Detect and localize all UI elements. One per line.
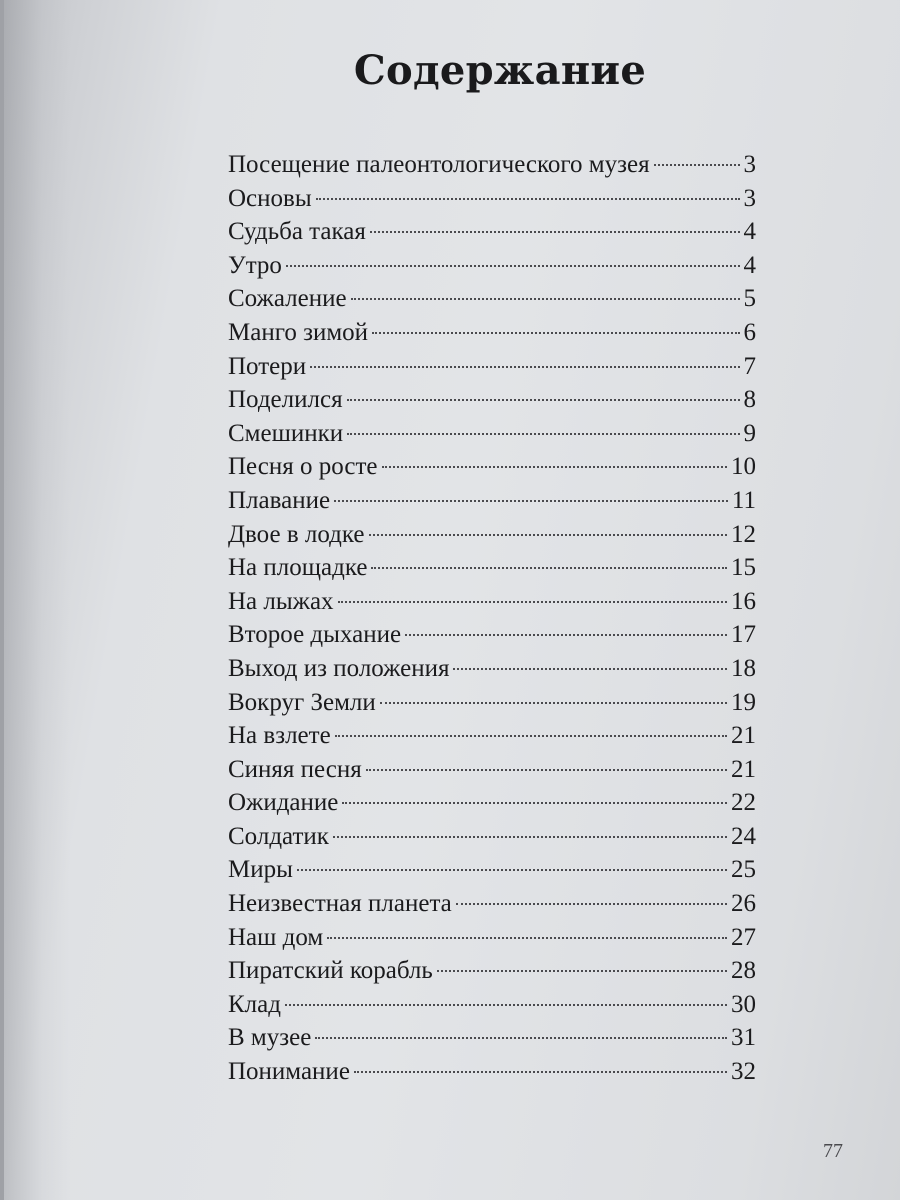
toc-entry-title: Вокруг Земли	[228, 688, 376, 716]
dot-leader	[335, 735, 727, 737]
toc-entry-page: 12	[731, 520, 756, 548]
toc-entry-title: Двое в лодке	[228, 520, 365, 548]
toc-entry-page: 28	[731, 957, 756, 985]
toc-entry-page: 11	[731, 486, 756, 514]
dot-leader	[351, 298, 740, 300]
toc-entry-page: 17	[731, 621, 756, 649]
toc-entry-title: Смешинки	[228, 419, 344, 447]
dot-leader	[369, 534, 728, 536]
dot-leader	[371, 567, 727, 569]
toc-entry-page: 30	[731, 990, 756, 1018]
toc-entry	[228, 383, 756, 417]
toc-entry	[228, 316, 756, 350]
dot-leader	[405, 634, 727, 636]
page-edge	[0, 0, 4, 1200]
toc-entry-page: 7	[743, 352, 756, 380]
toc-entry	[228, 282, 756, 316]
toc-entry-title: Потери	[228, 352, 307, 380]
toc-entry	[228, 921, 756, 955]
toc-entry	[228, 753, 756, 787]
dot-leader	[382, 466, 728, 468]
toc-entry-page: 21	[731, 722, 756, 750]
toc-entry-page: 4	[743, 218, 756, 246]
spine-shadow	[0, 0, 70, 1200]
toc-entry	[228, 954, 756, 988]
dot-leader	[654, 164, 740, 166]
toc-entry-title: Синяя песня	[228, 755, 362, 783]
dot-leader	[372, 332, 739, 334]
toc-entry	[228, 820, 756, 854]
toc-entry-page: 8	[743, 386, 756, 414]
toc-entry-title: Солдатик	[228, 822, 329, 850]
dot-leader	[286, 265, 740, 267]
toc-entry-page: 9	[743, 419, 756, 447]
toc-entry-page: 26	[731, 890, 756, 918]
toc-entry-page: 6	[743, 318, 756, 346]
toc-entry-page: 3	[743, 184, 756, 212]
toc-entry	[228, 450, 756, 484]
toc-entry	[228, 249, 756, 283]
toc-entry	[228, 484, 756, 518]
toc-entry	[228, 148, 756, 182]
toc-entry-page: 16	[731, 587, 756, 615]
toc-entry-title: На взлете	[228, 722, 331, 750]
toc-entry-title: Пиратский корабль	[228, 957, 433, 985]
dot-leader	[333, 836, 727, 838]
dot-leader	[453, 668, 727, 670]
toc-entry-title: Поделился	[228, 386, 343, 414]
dot-leader	[316, 198, 740, 200]
toc-entry-title: Плавание	[228, 486, 331, 514]
toc-entry-page: 3	[743, 151, 756, 178]
toc-entry-title: Понимание	[228, 1058, 350, 1086]
toc-entry-title: На площадке	[228, 554, 368, 582]
toc-entry-title: Наш дом	[228, 923, 324, 951]
toc-entry-page: 31	[731, 1024, 756, 1052]
toc-entry	[228, 988, 756, 1022]
dot-leader	[437, 970, 727, 972]
toc-entry-page: 18	[731, 654, 756, 682]
toc-entry	[228, 853, 756, 887]
toc-entry-title: Сожаление	[228, 285, 347, 313]
toc-entry	[228, 350, 756, 384]
table-of-contents	[228, 148, 756, 1089]
toc-entry-title: Посещение палеонтологического музея	[228, 151, 650, 178]
toc-entry	[228, 417, 756, 451]
toc-entry	[228, 518, 756, 552]
toc-entry	[228, 686, 756, 720]
toc-entry-title: Второе дыхание	[228, 621, 402, 649]
page-number: 77	[823, 1140, 843, 1162]
toc-entry-title: Клад	[228, 990, 281, 1018]
dot-leader	[347, 399, 740, 401]
toc-entry	[228, 652, 756, 686]
dot-leader	[297, 869, 727, 871]
toc-entry-title: Основы	[228, 184, 312, 212]
toc-entry-page: 25	[731, 856, 756, 884]
toc-entry-title: Выход из положения	[228, 654, 450, 682]
toc-entry-page: 10	[731, 453, 756, 481]
toc-entry	[228, 618, 756, 652]
toc-entry	[228, 182, 756, 216]
dot-leader	[310, 366, 739, 368]
toc-entry	[228, 1021, 756, 1055]
dot-leader	[347, 433, 739, 435]
toc-entry-title: Ожидание	[228, 789, 339, 817]
dot-leader	[334, 500, 728, 502]
dot-leader	[285, 1004, 727, 1006]
dot-leader	[370, 231, 740, 233]
dot-leader	[315, 1037, 727, 1039]
dot-leader	[456, 903, 727, 905]
toc-entry	[228, 551, 756, 585]
toc-entry-page: 32	[731, 1058, 756, 1086]
toc-entry-title: На лыжах	[228, 587, 334, 615]
dot-leader	[354, 1071, 727, 1073]
toc-entry-page: 4	[743, 251, 756, 279]
toc-entry	[228, 585, 756, 619]
toc-entry-page: 27	[731, 923, 756, 951]
toc-entry-page: 21	[731, 755, 756, 783]
toc-entry	[228, 786, 756, 820]
page-title: Содержание	[353, 46, 647, 94]
toc-entry	[228, 719, 756, 753]
toc-entry-title: Утро	[228, 251, 282, 279]
toc-entry-page: 15	[731, 554, 756, 582]
toc-entry-title: Судьба такая	[228, 218, 366, 246]
dot-leader	[342, 802, 727, 804]
toc-entry	[228, 1055, 756, 1089]
toc-entry-page: 5	[743, 285, 756, 313]
toc-entry-title: Манго зимой	[228, 318, 369, 346]
toc-entry	[228, 215, 756, 249]
toc-entry-title: Неизвестная планета	[228, 890, 452, 918]
toc-entry-title: Миры	[228, 856, 293, 884]
toc-entry-page: 24	[731, 822, 756, 850]
dot-leader	[366, 769, 727, 771]
toc-entry-title: Песня о росте	[228, 453, 378, 481]
toc-entry	[228, 887, 756, 921]
dot-leader	[327, 937, 727, 939]
dot-leader	[380, 702, 727, 704]
dot-leader	[338, 601, 727, 603]
toc-entry-title: В музее	[228, 1024, 312, 1052]
toc-entry-page: 19	[731, 688, 756, 716]
toc-entry-page: 22	[731, 789, 756, 817]
